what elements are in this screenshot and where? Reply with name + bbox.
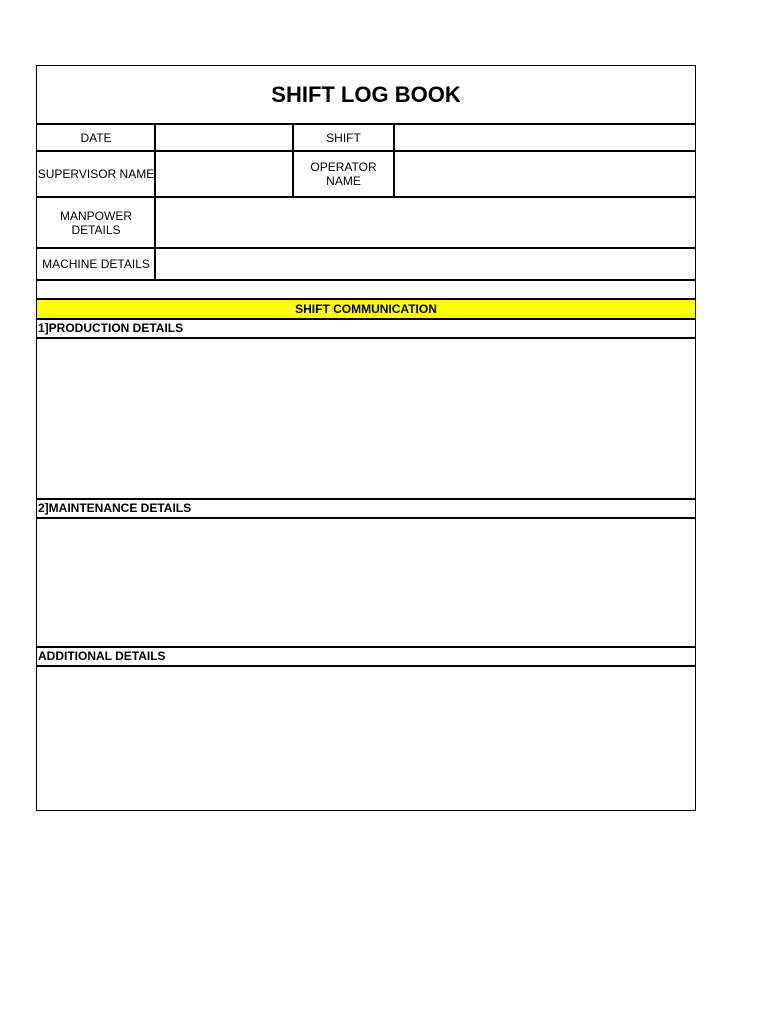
operator-label: OPERATOR NAME <box>310 160 377 188</box>
manpower-field[interactable] <box>156 198 695 247</box>
manpower-label: MANPOWER DETAILS <box>60 208 132 237</box>
additional-details-area[interactable] <box>37 667 695 810</box>
maintenance-details-area[interactable] <box>37 519 695 646</box>
date-field[interactable] <box>156 125 293 150</box>
machine-label: MACHINE DETAILS <box>42 257 150 271</box>
machine-field[interactable] <box>156 249 695 279</box>
shift-communication-banner: SHIFT COMMUNICATION <box>37 300 695 318</box>
additional-details-label: ADDITIONAL DETAILS <box>38 649 166 663</box>
shift-label: SHIFT <box>326 130 361 145</box>
operator-field[interactable] <box>395 152 695 196</box>
page-title: SHIFT LOG BOOK <box>271 82 461 107</box>
supervisor-label: SUPERVISOR NAME <box>37 167 155 181</box>
date-label: DATE <box>80 130 112 145</box>
maintenance-details-label: 2]MAINTENANCE DETAILS <box>38 501 192 515</box>
shift-log-sheet <box>36 65 696 811</box>
divider <box>37 279 695 281</box>
production-details-label: 1]PRODUCTION DETAILS <box>38 321 184 335</box>
supervisor-field[interactable] <box>156 152 293 196</box>
shift-field[interactable] <box>395 125 695 150</box>
production-details-area[interactable] <box>37 339 695 498</box>
